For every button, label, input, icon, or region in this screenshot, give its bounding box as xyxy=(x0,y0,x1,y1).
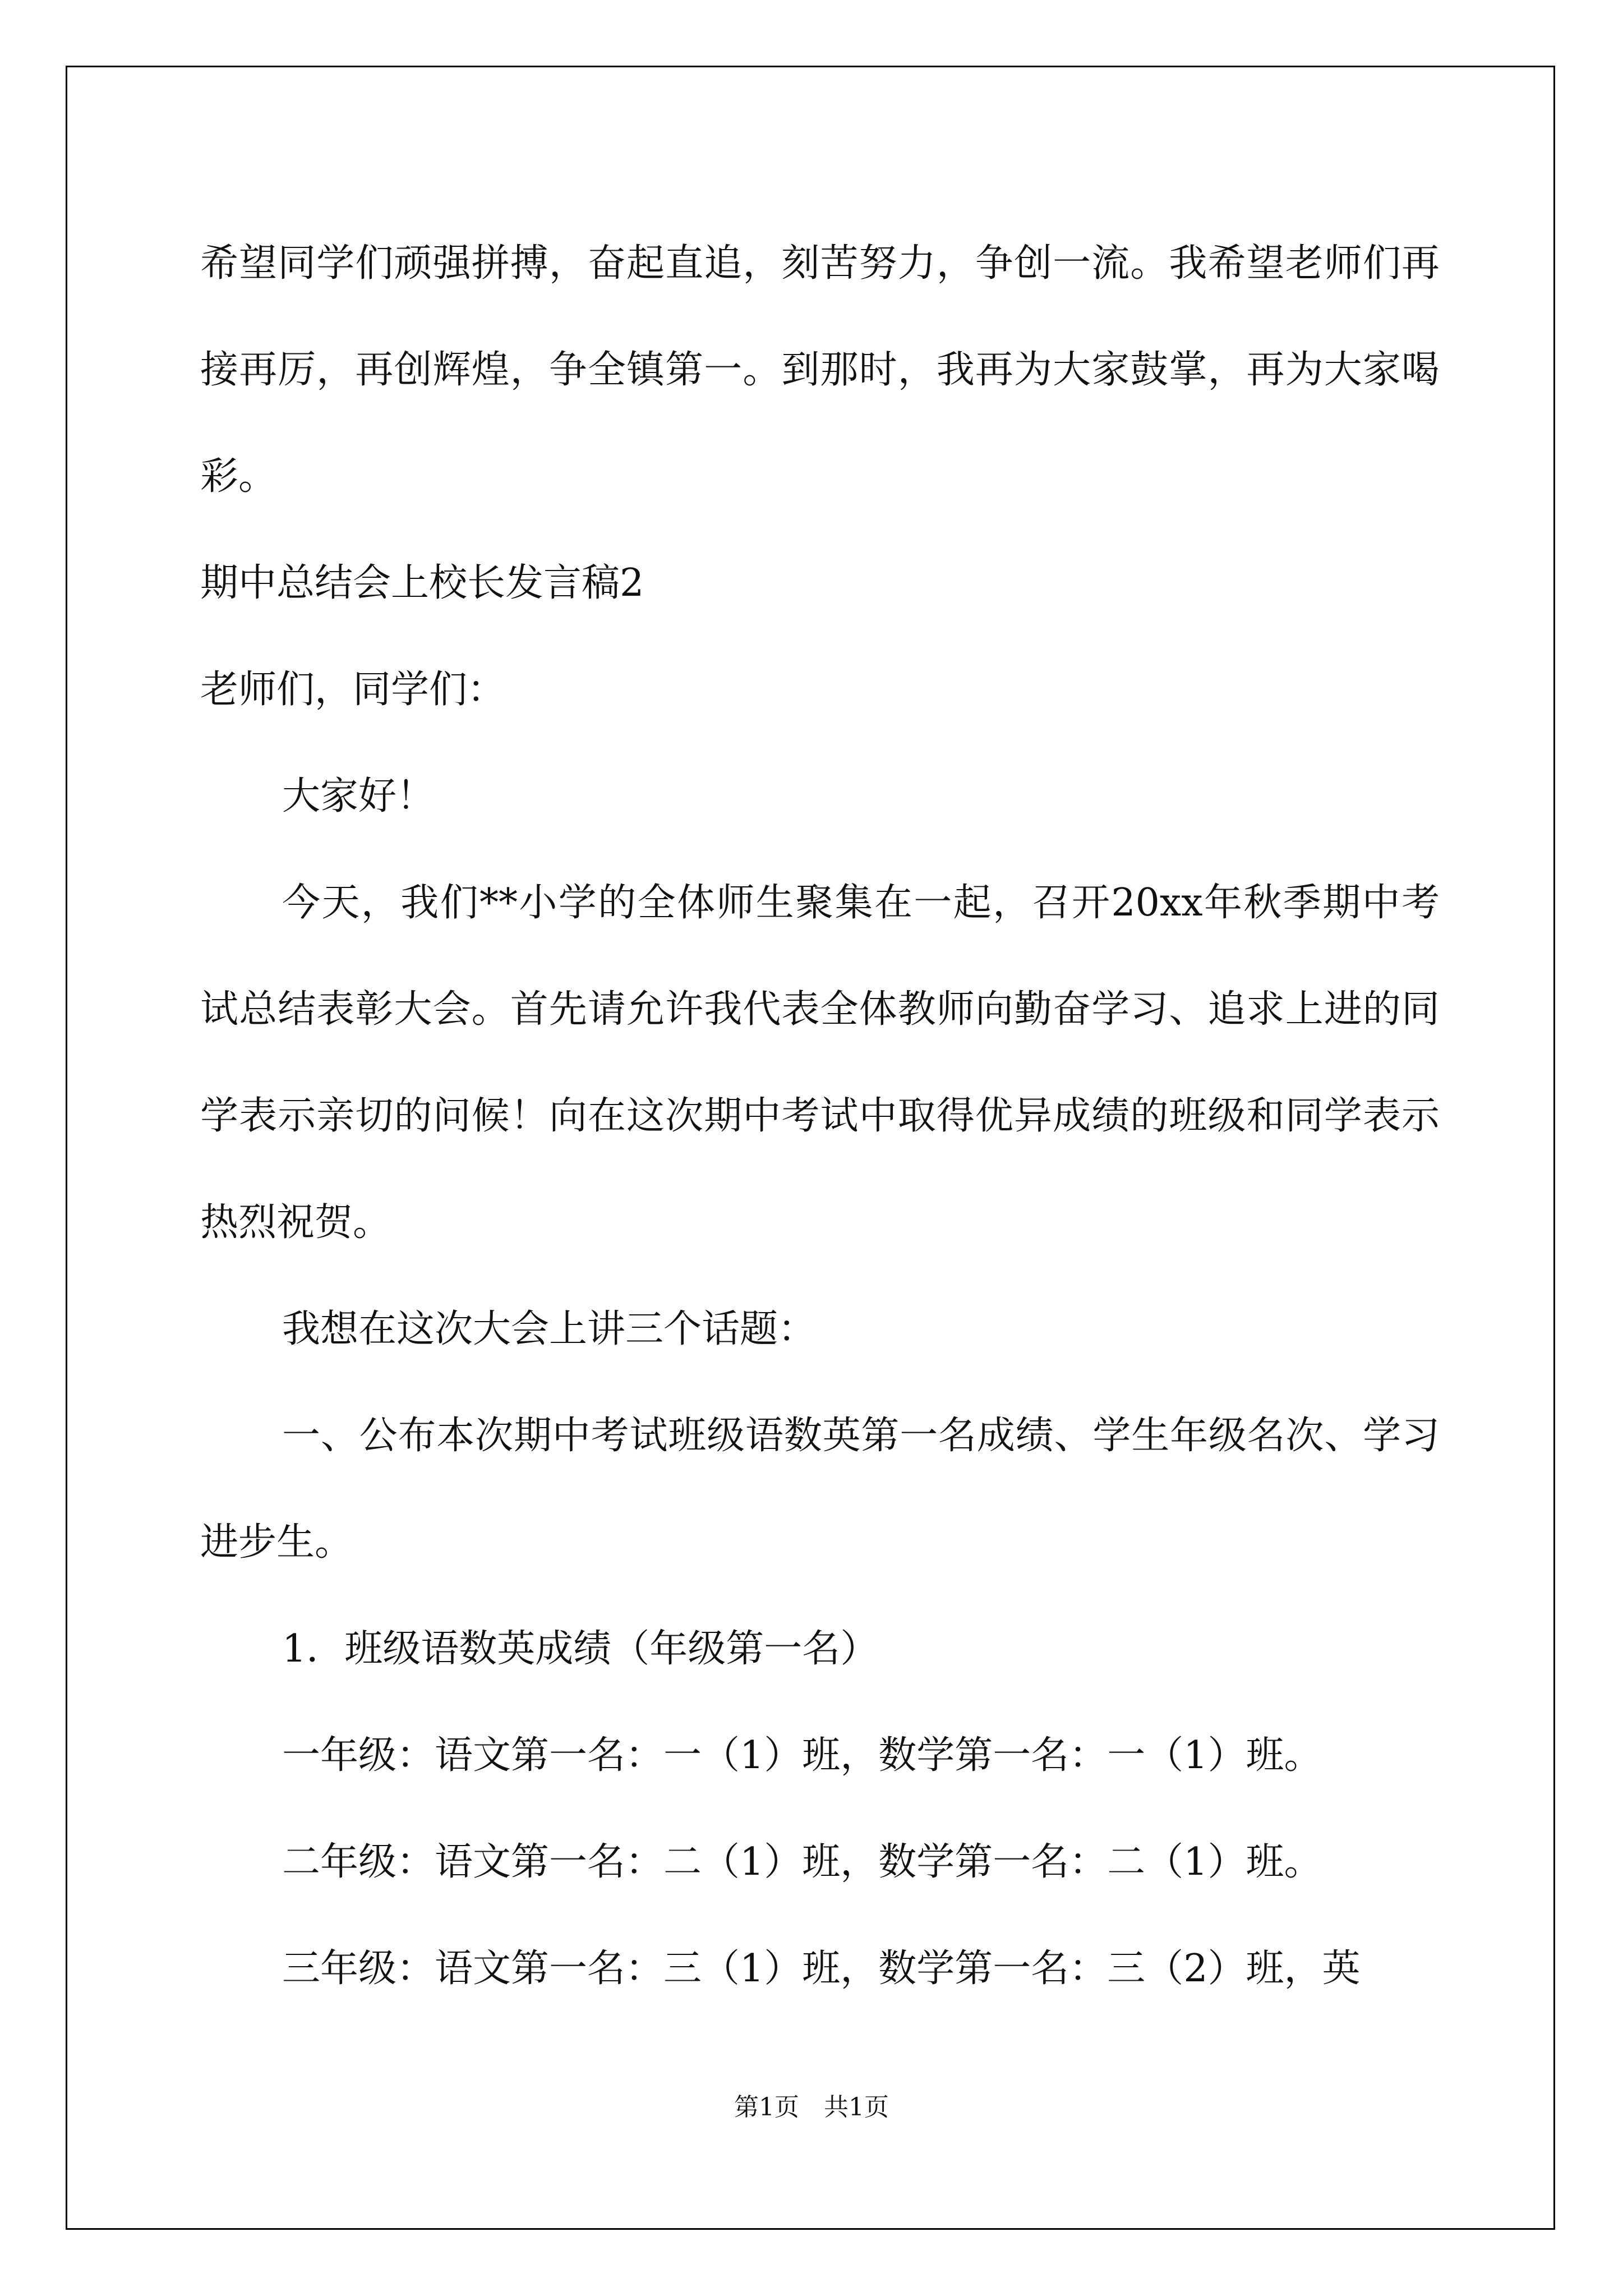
section-title: 期中总结会上校长发言稿2 xyxy=(200,561,644,605)
page-footer: 第1页 共1页 xyxy=(734,2093,889,2122)
greeting: 大家好！ xyxy=(282,774,435,818)
salutation: 老师们，同学们： xyxy=(200,668,506,712)
list-item: 三年级：语文第一名：三（1）班，数学第一名：三（2）班，英 xyxy=(282,1947,1361,1991)
paragraph: 希望同学们顽强拼搏，奋起直追，刻苦努力，争创一流。我希望老师们再接再厉，再创辉煌，争全镇第一。到那时，我再为大家鼓掌，再为大家喝彩。 xyxy=(200,241,1440,499)
list-item: 二年级：语文第一名：二（1）班，数学第一名：二（1）班。 xyxy=(282,1840,1322,1884)
list-heading: 1．班级语数英成绩（年级第一名） xyxy=(282,1627,879,1671)
paragraph: 我想在这次大会上讲三个话题： xyxy=(282,1307,817,1351)
paragraph: 今天，我们**小学的全体师生聚集在一起，召开20xx年秋季期中考试总结表彰大会。首先请允许我代表全体教师向勤奋学习、追求上进的同学表示亲切的问候！向在这次期中考试中取得优异成绩的班级和同学表示热烈祝贺。 xyxy=(200,881,1440,1245)
document-body xyxy=(200,210,1440,2022)
list-item: 一年级：语文第一名：一（1）班，数学第一名：一（1）班。 xyxy=(282,1733,1322,1778)
paragraph: 一、公布本次期中考试班级语数英第一名成绩、学生年级名次、学习进步生。 xyxy=(200,1414,1440,1565)
